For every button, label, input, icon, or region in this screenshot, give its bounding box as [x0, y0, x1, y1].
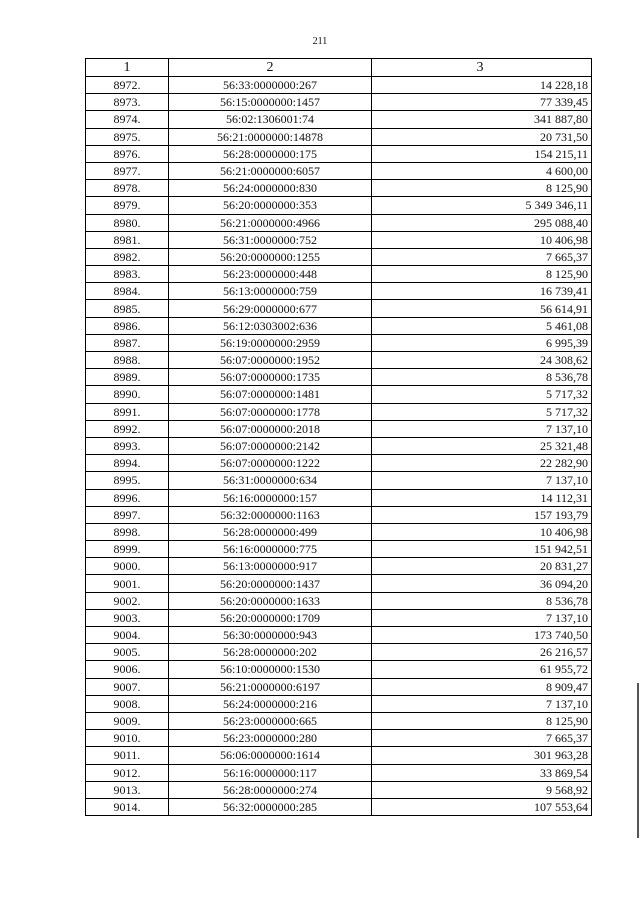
cadastral-number-cell: 56:12:0303002:636	[169, 317, 372, 334]
row-number-cell: 8996.	[86, 489, 169, 506]
row-number-cell: 9002.	[86, 592, 169, 609]
value-cell: 36 094,20	[372, 575, 592, 592]
table-row	[86, 77, 592, 94]
cadastral-number-cell: 56:31:0000000:634	[169, 472, 372, 489]
cadastral-number-cell: 56:28:0000000:202	[169, 644, 372, 661]
cadastral-number-cell: 56:06:0000000:1614	[169, 747, 372, 764]
table-row	[86, 798, 592, 815]
table-row	[86, 266, 592, 283]
cadastral-number-cell: 56:33:0000000:267	[169, 77, 372, 94]
row-number-cell: 8987.	[86, 334, 169, 351]
table-row	[86, 730, 592, 747]
cadastral-number-cell: 56:28:0000000:175	[169, 145, 372, 162]
value-cell: 61 955,72	[372, 661, 592, 678]
cadastral-number-cell: 56:21:0000000:14878	[169, 128, 372, 145]
value-cell: 157 193,79	[372, 506, 592, 523]
table-row	[86, 472, 592, 489]
value-cell: 301 963,28	[372, 747, 592, 764]
value-cell: 25 321,48	[372, 437, 592, 454]
value-cell: 20 831,27	[372, 558, 592, 575]
value-cell: 8 536,78	[372, 592, 592, 609]
table-row	[86, 747, 592, 764]
row-number-cell: 8993.	[86, 437, 169, 454]
table-row	[86, 369, 592, 386]
row-number-cell: 9000.	[86, 558, 169, 575]
cadastral-number-cell: 56:23:0000000:448	[169, 266, 372, 283]
value-cell: 7 137,10	[372, 472, 592, 489]
row-number-cell: 9008.	[86, 695, 169, 712]
table-row	[86, 558, 592, 575]
row-number-cell: 8998.	[86, 523, 169, 540]
row-number-cell: 8975.	[86, 128, 169, 145]
table-row	[86, 678, 592, 695]
row-number-cell: 9003.	[86, 609, 169, 626]
row-number-cell: 8982.	[86, 248, 169, 265]
registry-table	[85, 58, 592, 816]
row-number-cell: 8973.	[86, 94, 169, 111]
row-number-cell: 9001.	[86, 575, 169, 592]
table-row	[86, 214, 592, 231]
value-cell: 8 125,90	[372, 712, 592, 729]
value-cell: 56 614,91	[372, 300, 592, 317]
row-number-cell: 8978.	[86, 180, 169, 197]
cadastral-number-cell: 56:13:0000000:917	[169, 558, 372, 575]
row-number-cell: 8979.	[86, 197, 169, 214]
table-row	[86, 506, 592, 523]
table-row	[86, 781, 592, 798]
row-number-cell: 8989.	[86, 369, 169, 386]
row-number-cell: 8976.	[86, 145, 169, 162]
value-cell: 10 406,98	[372, 231, 592, 248]
table-row	[86, 386, 592, 403]
value-cell: 20 731,50	[372, 128, 592, 145]
value-cell: 7 665,37	[372, 248, 592, 265]
table-row	[86, 145, 592, 162]
cadastral-number-cell: 56:21:0000000:4966	[169, 214, 372, 231]
cadastral-number-cell: 56:21:0000000:6197	[169, 678, 372, 695]
table-row	[86, 541, 592, 558]
table-row	[86, 162, 592, 179]
row-number-cell: 9014.	[86, 798, 169, 815]
table-row	[86, 489, 592, 506]
value-cell: 7 137,10	[372, 695, 592, 712]
row-number-cell: 8981.	[86, 231, 169, 248]
row-number-cell: 9007.	[86, 678, 169, 695]
row-number-cell: 9011.	[86, 747, 169, 764]
value-cell: 14 228,18	[372, 77, 592, 94]
table-row	[86, 437, 592, 454]
cadastral-number-cell: 56:20:0000000:353	[169, 197, 372, 214]
table-row	[86, 403, 592, 420]
table-row	[86, 111, 592, 128]
row-number-cell: 9006.	[86, 661, 169, 678]
row-number-cell: 8977.	[86, 162, 169, 179]
row-number-cell: 8988.	[86, 352, 169, 369]
value-cell: 5 717,32	[372, 403, 592, 420]
row-number-cell: 9012.	[86, 764, 169, 781]
cadastral-number-cell: 56:02:1306001:74	[169, 111, 372, 128]
value-cell: 33 869,54	[372, 764, 592, 781]
row-number-cell: 8985.	[86, 300, 169, 317]
value-cell: 107 553,64	[372, 798, 592, 815]
table-row	[86, 420, 592, 437]
table-row	[86, 317, 592, 334]
table-header-row	[86, 59, 592, 77]
cadastral-number-cell: 56:31:0000000:752	[169, 231, 372, 248]
cadastral-number-cell: 56:07:0000000:1952	[169, 352, 372, 369]
row-number-cell: 9009.	[86, 712, 169, 729]
table-row	[86, 712, 592, 729]
row-number-cell: 8983.	[86, 266, 169, 283]
value-cell: 4 600,00	[372, 162, 592, 179]
cadastral-number-cell: 56:24:0000000:830	[169, 180, 372, 197]
cadastral-number-cell: 56:16:0000000:157	[169, 489, 372, 506]
value-cell: 5 717,32	[372, 386, 592, 403]
cadastral-number-cell: 56:15:0000000:1457	[169, 94, 372, 111]
value-cell: 173 740,50	[372, 627, 592, 644]
column-header-3: 3	[372, 59, 592, 77]
cadastral-number-cell: 56:32:0000000:1163	[169, 506, 372, 523]
value-cell: 14 112,31	[372, 489, 592, 506]
row-number-cell: 9005.	[86, 644, 169, 661]
value-cell: 24 308,62	[372, 352, 592, 369]
row-number-cell: 8974.	[86, 111, 169, 128]
table-row	[86, 644, 592, 661]
row-number-cell: 8995.	[86, 472, 169, 489]
value-cell: 154 215,11	[372, 145, 592, 162]
cadastral-number-cell: 56:32:0000000:285	[169, 798, 372, 815]
row-number-cell: 9004.	[86, 627, 169, 644]
cadastral-number-cell: 56:07:0000000:2018	[169, 420, 372, 437]
cadastral-number-cell: 56:29:0000000:677	[169, 300, 372, 317]
table-row	[86, 523, 592, 540]
row-number-cell: 8992.	[86, 420, 169, 437]
value-cell: 8 125,90	[372, 266, 592, 283]
row-number-cell: 8991.	[86, 403, 169, 420]
scan-edge-mark	[637, 683, 639, 838]
cadastral-number-cell: 56:07:0000000:1222	[169, 455, 372, 472]
cadastral-number-cell: 56:16:0000000:117	[169, 764, 372, 781]
table-row	[86, 455, 592, 472]
cadastral-number-cell: 56:13:0000000:759	[169, 283, 372, 300]
table-row	[86, 352, 592, 369]
column-header-2: 2	[169, 59, 372, 77]
value-cell: 341 887,80	[372, 111, 592, 128]
row-number-cell: 8972.	[86, 77, 169, 94]
cadastral-number-cell: 56:16:0000000:775	[169, 541, 372, 558]
cadastral-number-cell: 56:30:0000000:943	[169, 627, 372, 644]
table-row	[86, 334, 592, 351]
row-number-cell: 8980.	[86, 214, 169, 231]
cadastral-number-cell: 56:19:0000000:2959	[169, 334, 372, 351]
row-number-cell: 9013.	[86, 781, 169, 798]
value-cell: 6 995,39	[372, 334, 592, 351]
table-row	[86, 661, 592, 678]
table-row	[86, 283, 592, 300]
row-number-cell: 8990.	[86, 386, 169, 403]
cadastral-number-cell: 56:07:0000000:1481	[169, 386, 372, 403]
cadastral-number-cell: 56:23:0000000:665	[169, 712, 372, 729]
cadastral-number-cell: 56:20:0000000:1633	[169, 592, 372, 609]
value-cell: 8 125,90	[372, 180, 592, 197]
table-row	[86, 231, 592, 248]
row-number-cell: 8986.	[86, 317, 169, 334]
table-row	[86, 609, 592, 626]
table-row	[86, 128, 592, 145]
value-cell: 9 568,92	[372, 781, 592, 798]
cadastral-number-cell: 56:10:0000000:1530	[169, 661, 372, 678]
value-cell: 7 665,37	[372, 730, 592, 747]
table-row	[86, 592, 592, 609]
row-number-cell: 8994.	[86, 455, 169, 472]
table-row	[86, 695, 592, 712]
row-number-cell: 9010.	[86, 730, 169, 747]
value-cell: 151 942,51	[372, 541, 592, 558]
table-row	[86, 197, 592, 214]
cadastral-number-cell: 56:07:0000000:1778	[169, 403, 372, 420]
value-cell: 7 137,10	[372, 609, 592, 626]
table-row	[86, 764, 592, 781]
cadastral-number-cell: 56:20:0000000:1709	[169, 609, 372, 626]
cadastral-number-cell: 56:07:0000000:1735	[169, 369, 372, 386]
value-cell: 10 406,98	[372, 523, 592, 540]
page-number: 211	[312, 36, 328, 47]
value-cell: 5 461,08	[372, 317, 592, 334]
cadastral-number-cell: 56:20:0000000:1437	[169, 575, 372, 592]
row-number-cell: 8999.	[86, 541, 169, 558]
table-row	[86, 180, 592, 197]
value-cell: 8 536,78	[372, 369, 592, 386]
cadastral-number-cell: 56:28:0000000:499	[169, 523, 372, 540]
cadastral-number-cell: 56:07:0000000:2142	[169, 437, 372, 454]
cadastral-number-cell: 56:23:0000000:280	[169, 730, 372, 747]
table-row	[86, 627, 592, 644]
cadastral-number-cell: 56:28:0000000:274	[169, 781, 372, 798]
value-cell: 295 088,40	[372, 214, 592, 231]
value-cell: 26 216,57	[372, 644, 592, 661]
table-row	[86, 248, 592, 265]
value-cell: 77 339,45	[372, 94, 592, 111]
cadastral-number-cell: 56:24:0000000:216	[169, 695, 372, 712]
table-row	[86, 94, 592, 111]
value-cell: 22 282,90	[372, 455, 592, 472]
row-number-cell: 8997.	[86, 506, 169, 523]
value-cell: 5 349 346,11	[372, 197, 592, 214]
column-header-1: 1	[86, 59, 169, 77]
cadastral-number-cell: 56:20:0000000:1255	[169, 248, 372, 265]
value-cell: 7 137,10	[372, 420, 592, 437]
table-row	[86, 575, 592, 592]
table-row	[86, 300, 592, 317]
row-number-cell: 8984.	[86, 283, 169, 300]
cadastral-number-cell: 56:21:0000000:6057	[169, 162, 372, 179]
value-cell: 16 739,41	[372, 283, 592, 300]
value-cell: 8 909,47	[372, 678, 592, 695]
